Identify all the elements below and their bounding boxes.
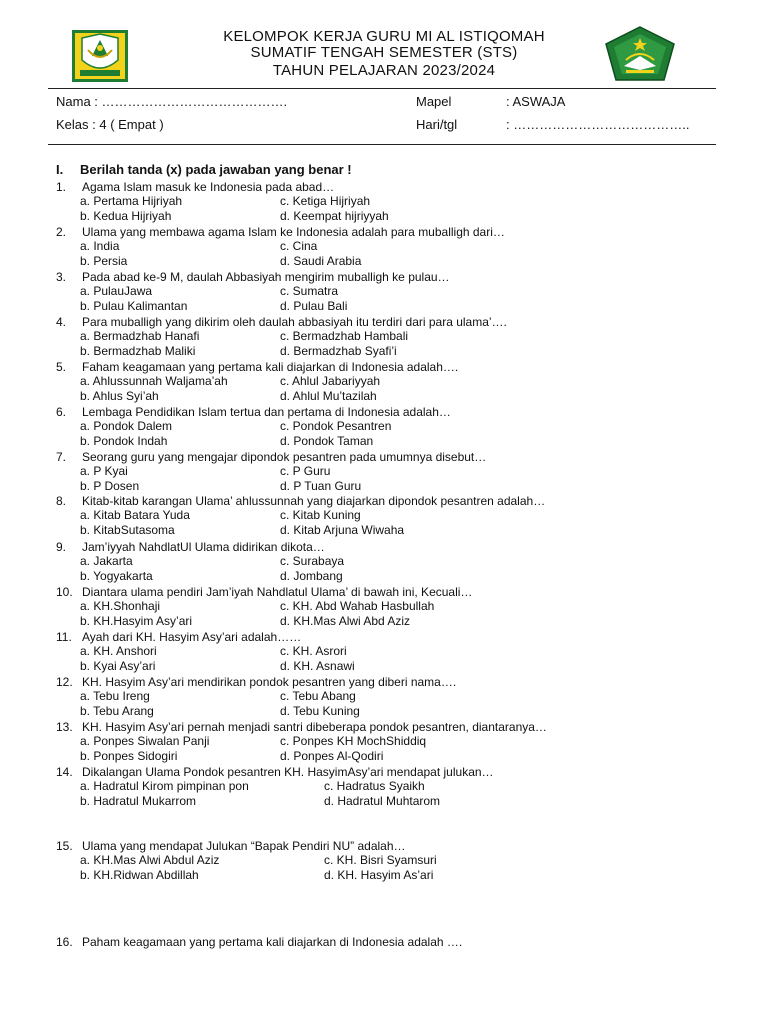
question-text: Agama Islam masuk ke Indonesia pada abad… [82, 180, 335, 194]
student-name-field: Nama : ……………………………………. [56, 94, 288, 109]
question-text: Lembaga Pendidikan Islam tertua dan pertama di Indonesia adalah… [82, 405, 451, 419]
subject-label: Mapel [416, 94, 452, 109]
option-a[interactable]: a. India [80, 239, 120, 253]
question-number: 13. [56, 720, 73, 734]
question-text: Kitab-kitab karangan Ulama’ ahlussunnah yang diajarkan dipondok pesantren adalah… [82, 494, 546, 508]
question-number: 14. [56, 765, 73, 779]
option-c[interactable]: c. Hadratus Syaikh [324, 779, 425, 793]
option-c[interactable]: c. KH. Asrori [280, 644, 347, 658]
option-d[interactable]: d. KH.Mas Alwi Abd Aziz [280, 614, 411, 628]
option-d[interactable]: d. Jombang [280, 569, 343, 583]
header-line-3: TAHUN PELAJARAN 2023/2024 [272, 62, 496, 79]
question-text: Ulama yang membawa agama Islam ke Indonesia adalah para muballigh dari… [82, 225, 505, 239]
option-a[interactable]: a. Kitab Batara Yuda [80, 508, 190, 522]
option-d[interactable]: d. Saudi Arabia [280, 254, 362, 268]
option-b[interactable]: b. Kyai Asy’ari [80, 659, 156, 673]
question-number: 7. [56, 450, 67, 464]
option-c[interactable]: c. Bermadzhab Hambali [280, 329, 409, 343]
question-text: Faham keagamaan yang pertama kali diajarkan di Indonesia adalah…. [82, 360, 459, 374]
question-number: 12. [56, 675, 73, 689]
option-b[interactable]: b. Bermadzhab Maliki [80, 344, 196, 358]
option-d[interactable]: d. Hadratul Muhtarom [324, 794, 441, 808]
question-number: 2. [56, 225, 67, 239]
document-header [0, 0, 768, 90]
option-a[interactable]: a. Jakarta [80, 554, 133, 568]
section-title [56, 162, 352, 177]
option-c[interactable]: c. Cina [280, 239, 318, 253]
option-a[interactable]: a. Hadratul Kirom pimpinan pon [80, 779, 249, 793]
option-c[interactable]: c. Kitab Kuning [280, 508, 361, 522]
question-text: Para muballigh yang dikirim oleh daulah abbasiyah itu terdiri dari para ulama’…. [82, 315, 507, 329]
option-b[interactable]: b. KitabSutasoma [80, 523, 175, 537]
option-d[interactable]: d. Bermadzhab Syafi’i [280, 344, 397, 358]
option-b[interactable]: b. Pulau Kalimantan [80, 299, 188, 313]
option-a[interactable]: a. Ahlussunnah Waljama’ah [80, 374, 228, 388]
option-c[interactable]: c. Ponpes KH MochShiddiq [280, 734, 427, 748]
option-d[interactable]: d. KH. Asnawi [280, 659, 355, 673]
option-c[interactable]: c. KH. Abd Wahab Hasbullah [280, 599, 435, 613]
option-a[interactable]: a. Pertama Hijriyah [80, 194, 183, 208]
option-b[interactable]: b. KH.Ridwan Abdillah [80, 868, 199, 882]
option-b[interactable]: b. Yogyakarta [80, 569, 153, 583]
option-d[interactable]: d. Ahlul Mu’tazilah [280, 389, 377, 403]
question-number: 1. [56, 180, 67, 194]
option-a[interactable]: a. Ponpes Siwalan Panji [80, 734, 210, 748]
option-a[interactable]: a. KH.Mas Alwi Abdul Aziz [80, 853, 220, 867]
option-a[interactable]: a. P Kyai [80, 464, 128, 478]
option-d[interactable]: d. Tebu Kuning [280, 704, 360, 718]
question-text: Ulama yang mendapat Julukan “Bapak Pendiri NU” adalah… [82, 839, 406, 853]
option-d[interactable]: d. Ponpes Al-Qodiri [280, 749, 384, 763]
option-c[interactable]: c. Tebu Abang [280, 689, 356, 703]
ministry-logo [604, 26, 676, 82]
section-instruction: Berilah tanda (x) pada jawaban yang benar ! [80, 162, 352, 177]
header-divider [48, 88, 716, 89]
section-number: I. [56, 162, 64, 177]
question-text: Paham keagamaan yang pertama kali diajarkan di Indonesia adalah …. [82, 935, 463, 949]
option-c[interactable]: c. Pondok Pesantren [280, 419, 392, 433]
question-number: 10. [56, 585, 73, 599]
question-number: 11. [56, 630, 72, 644]
question-text: Diantara ulama pendiri Jam’iyah Nahdlatul Ulama’ di bawah ini, Kecuali… [82, 585, 473, 599]
question-number: 8. [56, 494, 67, 508]
option-d[interactable]: d. Kitab Arjuna Wiwaha [280, 523, 405, 537]
option-a[interactable]: a. KH.Shonhaji [80, 599, 161, 613]
option-b[interactable]: b. Tebu Arang [80, 704, 154, 718]
option-c[interactable]: c. Surabaya [280, 554, 345, 568]
option-d[interactable]: d. KH. Hasyim As’ari [324, 868, 434, 882]
question-number: 4. [56, 315, 67, 329]
option-d[interactable]: d. P Tuan Guru [280, 479, 362, 493]
option-b[interactable]: b. Hadratul Mukarrom [80, 794, 197, 808]
option-c[interactable]: c. Sumatra [280, 284, 339, 298]
option-a[interactable]: a. Pondok Dalem [80, 419, 173, 433]
question-text: Ayah dari KH. Hasyim Asy’ari adalah…… [82, 630, 302, 644]
student-class-field: Kelas : 4 ( Empat ) [56, 117, 164, 132]
option-d[interactable]: d. Pulau Bali [280, 299, 348, 313]
option-a[interactable]: a. Tebu Ireng [80, 689, 150, 703]
option-a[interactable]: a. KH. Anshori [80, 644, 157, 658]
question-number: 16. [56, 935, 73, 949]
info-divider [48, 144, 716, 145]
option-d[interactable]: d. Pondok Taman [280, 434, 374, 448]
question-text: KH. Hasyim Asy’ari pernah menjadi santri dibeberapa pondok pesantren, diantaranya… [82, 720, 547, 734]
question-number: 5. [56, 360, 67, 374]
question-text: Dikalangan Ulama Pondok pesantren KH. HasyimAsy’ari mendapat julukan… [82, 765, 494, 779]
header-line-2: SUMATIF TENGAH SEMESTER (STS) [250, 44, 518, 61]
date-value: : ………………………………….. [506, 117, 690, 132]
option-b[interactable]: b. Kedua Hijriyah [80, 209, 172, 223]
option-c[interactable]: c. Ketiga Hijriyah [280, 194, 371, 208]
header-line-1: KELOMPOK KERJA GURU MI AL ISTIQOMAH [223, 28, 545, 45]
option-b[interactable]: b. Persia [80, 254, 128, 268]
option-c[interactable]: c. P Guru [280, 464, 331, 478]
question-number: 15. [56, 839, 73, 853]
question-text: Pada abad ke-9 M, daulah Abbasiyah mengirim muballigh ke pulau… [82, 270, 450, 284]
option-c[interactable]: c. KH. Bisri Syamsuri [324, 853, 437, 867]
question-text: Jam’iyyah NahdlatUl Ulama didirikan dikota… [82, 540, 325, 554]
option-b[interactable]: b. KH.Hasyim Asy’ari [80, 614, 193, 628]
question-number: 9. [56, 540, 67, 554]
question-text: Seorang guru yang mengajar dipondok pesantren pada umumnya disebut… [82, 450, 487, 464]
question-number: 3. [56, 270, 67, 284]
option-b[interactable]: b. Pondok Indah [80, 434, 168, 448]
subject-value: : ASWAJA [506, 94, 566, 109]
option-c[interactable]: c. Ahlul Jabariyyah [280, 374, 381, 388]
question-text: KH. Hasyim Asy’ari mendirikan pondok pesantren yang diberi nama…. [82, 675, 457, 689]
option-d[interactable]: d. Keempat hijriyyah [280, 209, 389, 223]
option-a[interactable]: a. PulauJawa [80, 284, 153, 298]
option-a[interactable]: a. Bermadzhab Hanafi [80, 329, 200, 343]
option-b[interactable]: b. P Dosen [80, 479, 140, 493]
question-number: 6. [56, 405, 67, 419]
date-label: Hari/tgl [416, 117, 458, 132]
option-b[interactable]: b. Ponpes Sidogiri [80, 749, 178, 763]
option-b[interactable]: b. Ahlus Syi’ah [80, 389, 159, 403]
